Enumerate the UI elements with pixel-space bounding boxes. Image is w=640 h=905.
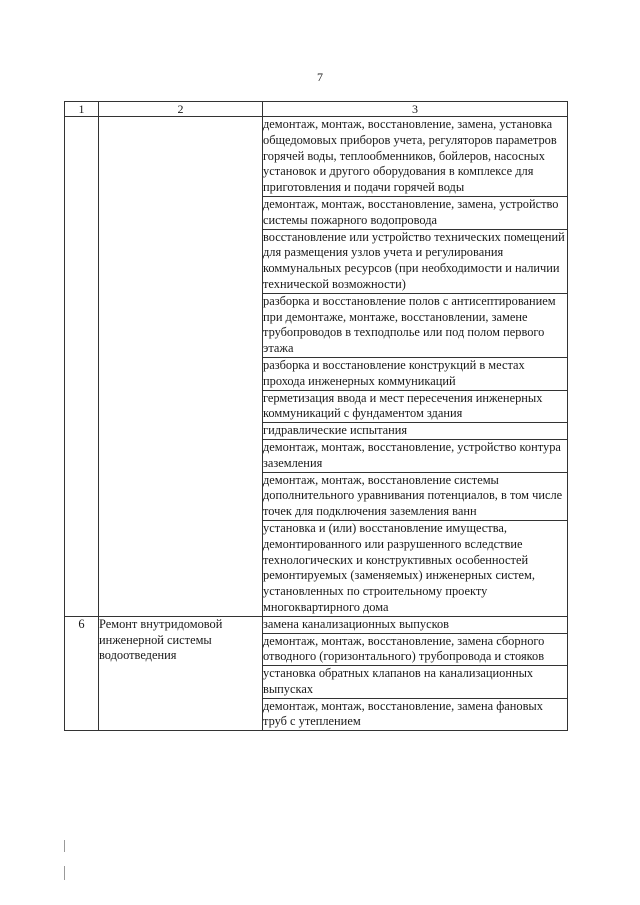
- work-item: гидравлические испытания: [263, 423, 568, 440]
- table-row: [65, 117, 568, 197]
- work-item: замена канализационных выпусков: [263, 616, 568, 633]
- work-item: демонтаж, монтаж, восстановление, замена, установка общедомовых приборов учета, регуляторов параметров горячей воды, теплообменников, бойлеров, насосных установок и другого оборудования в комплексе для приготовления и подачи горячей воды: [263, 117, 568, 197]
- table-header-row: [65, 102, 568, 117]
- work-item: установка и (или) восстановление имущества, демонтированного или разрушенного вследствие технологических и конструктивных особенностей ремонтируемых (заменяемых) инженерных систем, установленных по строительному проекту многоквартирного дома: [263, 520, 568, 616]
- work-item: демонтаж, монтаж, восстановление, замена фановых труб с утеплением: [263, 698, 568, 731]
- work-item: демонтаж, монтаж, восстановление, замена, устройство системы пожарного водопровода: [263, 196, 568, 229]
- work-item: демонтаж, монтаж, восстановление системы дополнительного уравнивания потенциалов, в том числе точек для подключения заземления ванн: [263, 472, 568, 520]
- work-item: герметизация ввода и мест пересечения инженерных коммуникаций с фундаментом здания: [263, 390, 568, 423]
- work-item: восстановление или устройство технических помещений для размещения узлов учета и регулирования коммунальных ресурсов (при необходимости и наличии технической возможности): [263, 229, 568, 293]
- header-col-3: 3: [263, 102, 568, 117]
- empty-title-cell: [99, 117, 263, 617]
- margin-mark: [64, 866, 65, 880]
- work-item: разборка и восстановление полов с антисептированием при демонтаже, монтаже, восстановлении, замене трубопроводов в техподполье или под полом первого этажа: [263, 293, 568, 357]
- work-item: демонтаж, монтаж, восстановление, устройство контура заземления: [263, 439, 568, 472]
- empty-number-cell: [65, 117, 99, 617]
- work-item: разборка и восстановление конструкций в местах прохода инженерных коммуникаций: [263, 357, 568, 390]
- header-col-1: 1: [65, 102, 99, 117]
- section-number: 6: [65, 616, 99, 731]
- section-title: Ремонт внутридомовой инженерной системы водоотведения: [99, 616, 263, 731]
- page-number: 7: [317, 70, 323, 84]
- work-item: демонтаж, монтаж, восстановление, замена сборного отводного (горизонтального) трубопровода и стояков: [263, 633, 568, 666]
- works-table: [64, 101, 568, 731]
- margin-mark: [64, 840, 65, 852]
- table-row: [65, 616, 568, 633]
- header-col-2: 2: [99, 102, 263, 117]
- work-item: установка обратных клапанов на канализационных выпусках: [263, 666, 568, 699]
